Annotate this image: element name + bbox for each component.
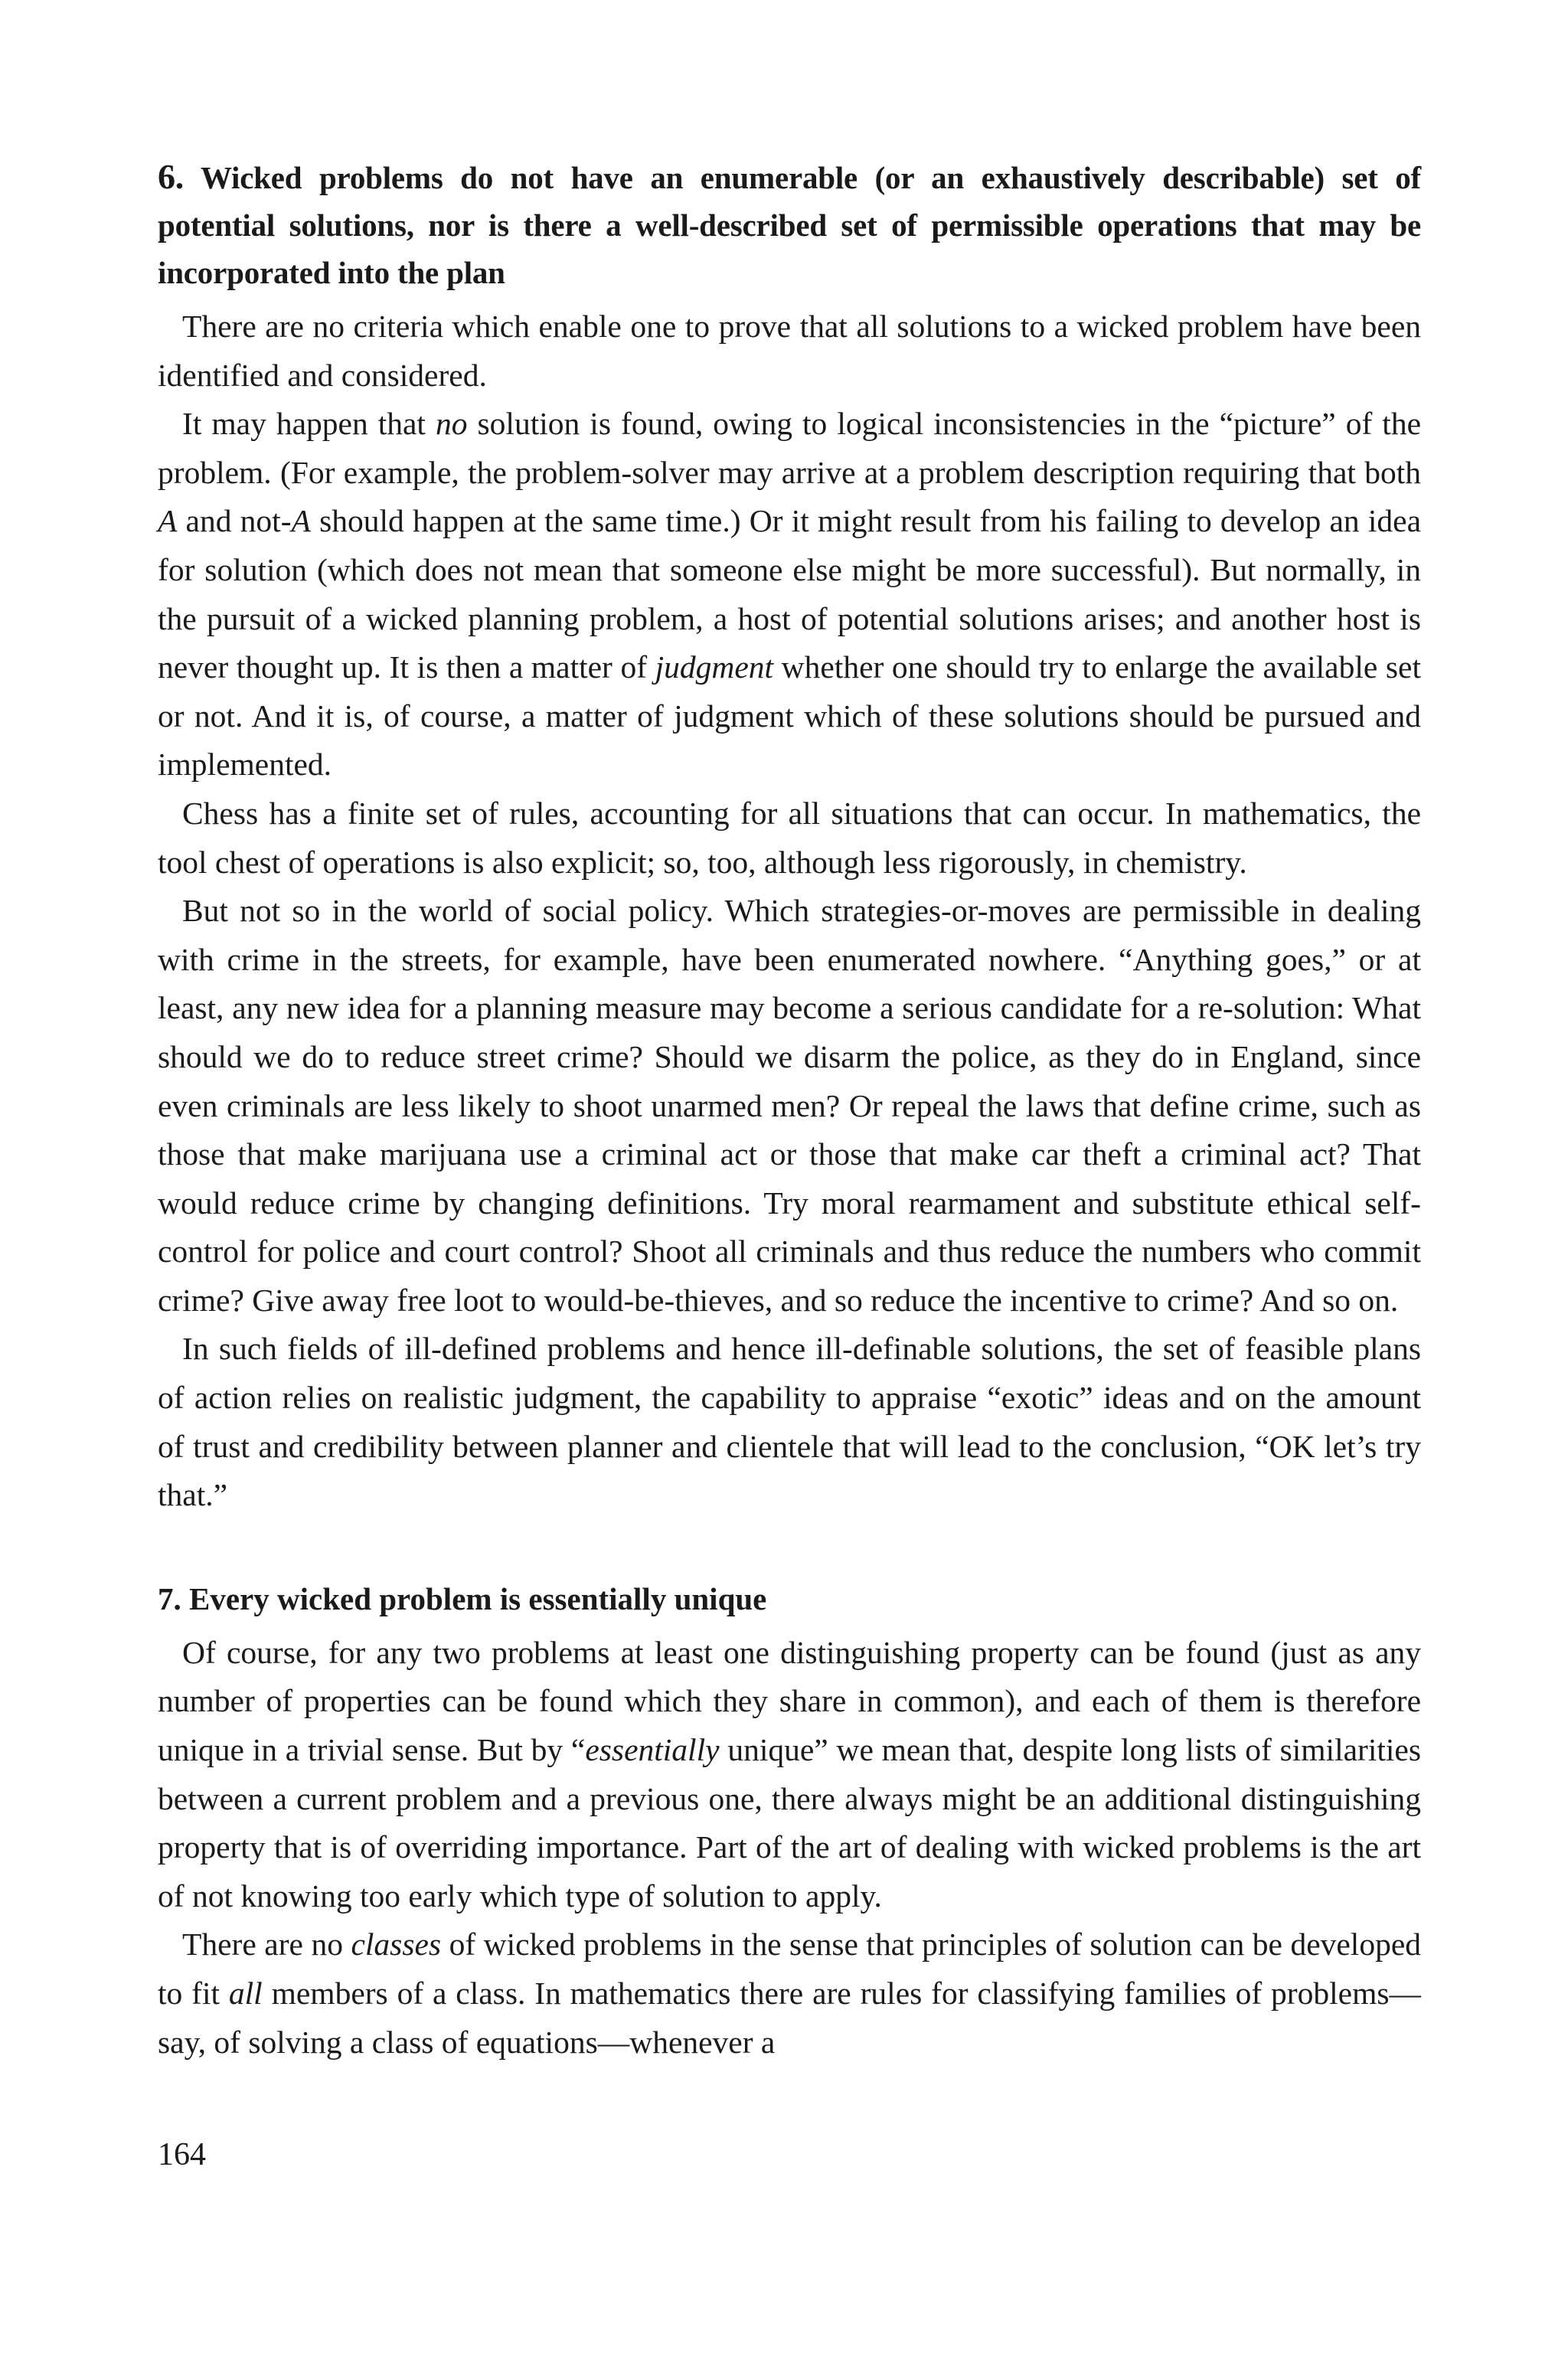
section-7-number: 7. <box>158 1580 181 1616</box>
text-run: There are no <box>182 1927 351 1963</box>
section-6-paragraph-3: Chess has a finite set of rules, accounting for all situations that can occur. In mathematics, the tool chest of operations is also explicit; so, too, although less rigorously, in chemistry. <box>158 795 1421 880</box>
text-run: members of a class. In mathematics there are rules for classifying families of problems—say, of solving a class of equations—whenever a <box>158 1976 1421 2060</box>
text-run: unique” we mean that, despite long lists of similarities between a current problem and a previous one, there always might be an additional distinguishing property that is of overriding importance. Part of the art of dealing with wicked problems is the art of not knowing too early which type of solution to apply. <box>158 1732 1421 1914</box>
italic-run: no <box>436 406 468 442</box>
section-7-title: Every wicked problem is essentially unique <box>189 1580 767 1616</box>
italic-run: judgment <box>655 649 774 685</box>
italic-run: essentially <box>585 1732 720 1768</box>
section-6-title: Wicked problems do not have an enumerable (or an exhaustively describable) set of potential solutions, nor is there a well-described set of permissible operations that may be incorporated into the plan <box>158 160 1421 290</box>
italic-run: A <box>291 503 311 539</box>
section-7-paragraph-2 <box>158 1920 1421 2067</box>
page-body <box>158 153 1421 2067</box>
italic-run: classes <box>351 1927 442 1963</box>
section-spacer <box>158 1520 1421 1575</box>
text-run: should happen at the same time.) Or it might result from his failing to develop an idea for solution (which does not mean that someone else might be more successful). But normally, in the pursuit of a wicked planning problem, a host of potential solutions arises; and another host is never thought up. It is then a matter of <box>158 503 1421 685</box>
text-run: of wicked problems in the sense that principles of solution can be developed to fit <box>158 1927 1422 2011</box>
section-6-paragraph-1: There are no criteria which enable one to prove that all solutions to a wicked problem have been identified and considered. <box>158 309 1421 393</box>
text-run: whether one should try to enlarge the available set or not. And it is, of course, a matter of judgment which of these solutions should be pursued and implemented. <box>158 649 1421 783</box>
section-6-paragraph-2 <box>158 400 1421 789</box>
section-6-number: 6. <box>158 157 185 196</box>
section-6-paragraph-5: In such fields of ill-defined problems and hence ill-definable solutions, the set of feasible plans of action relies on realistic judgment, the capability to appraise “exotic” ideas and on the amount of trust and credibility between planner and clientele that will lead to the conclusion, “OK let’s try that.” <box>158 1331 1421 1513</box>
section-6-heading <box>158 153 1421 296</box>
text-run: solution is found, owing to logical inconsistencies in the “picture” of the problem. (For example, the problem-solver may arrive at a problem description requiring that both <box>158 406 1421 490</box>
text-run: and not- <box>177 503 292 539</box>
text-run: Of course, for any two problems at least one distinguishing property can be found (just as any number of properties can be found which they share in common), and each of them is therefore unique in a trivial sense. But by “ <box>158 1634 1421 1768</box>
section-7-heading <box>158 1575 1421 1623</box>
text-run: It may happen that <box>182 406 436 442</box>
page-number: 164 <box>158 2137 206 2172</box>
italic-run: all <box>228 1976 263 2011</box>
section-6-paragraph-4: But not so in the world of social policy. Which strategies-or-moves are permissible in dealing with crime in the streets, for example, have been enumerated nowhere. “Anything goes,” or at least, any new idea for a planning measure may become a serious candidate for a re-solution: What should we do to reduce street crime? Should we disarm the police, as they do in England, since even criminals are less likely to shoot unarmed men? Or repeal the laws that define crime, such as those that make marijuana use a criminal act or those that make car theft a criminal act? That would reduce crime by changing definitions. Try moral rearmament and substitute ethical self-control for police and court control? Shoot all criminals and thus reduce the numbers who commit crime? Give away free loot to would-be-thieves, and so reduce the incentive to crime? And so on. <box>158 893 1421 1318</box>
italic-run: A <box>158 503 178 539</box>
section-7-paragraph-1 <box>158 1629 1421 1921</box>
